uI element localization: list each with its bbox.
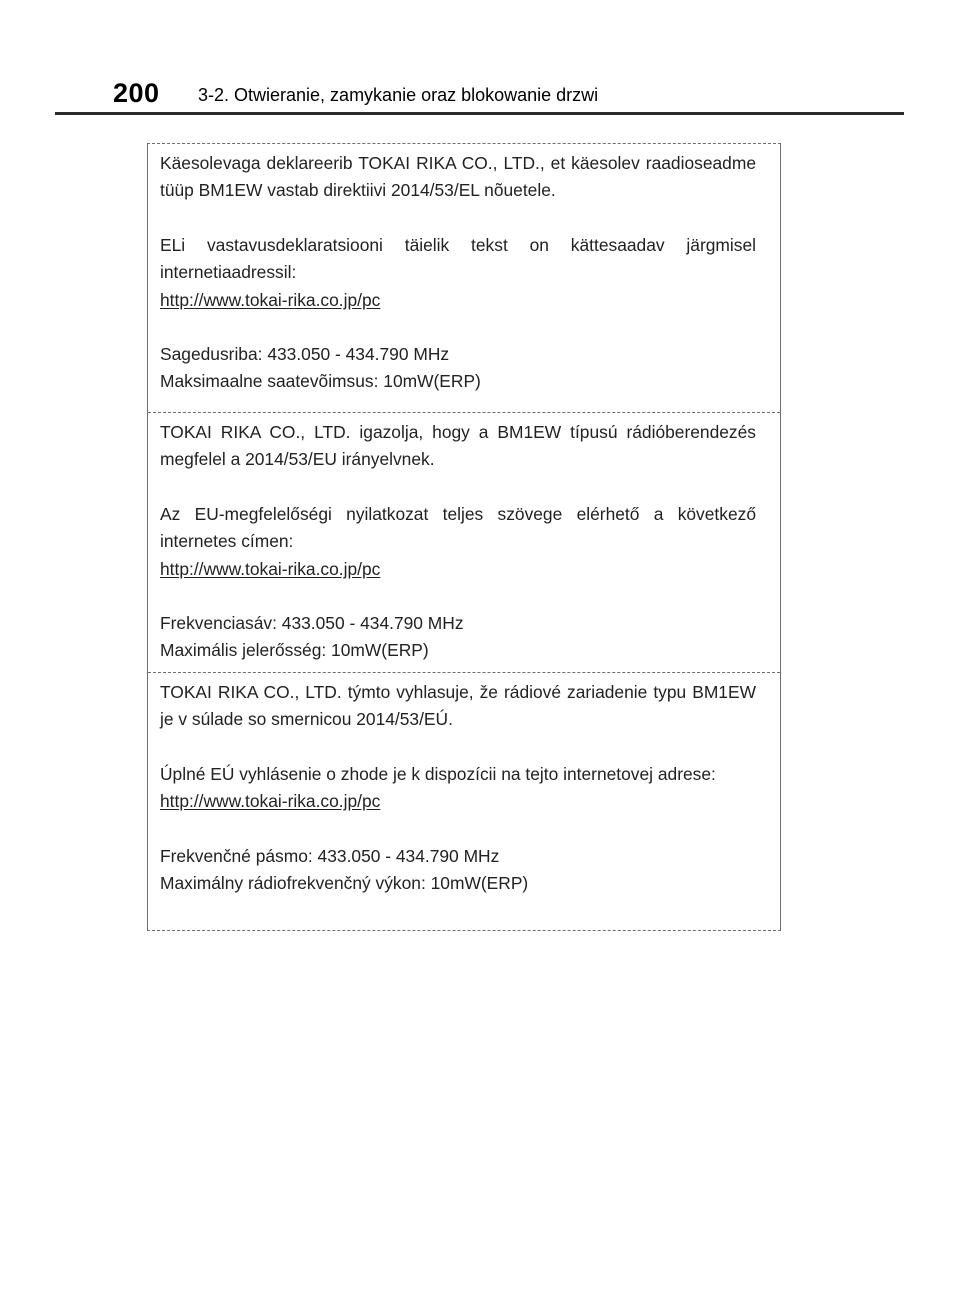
declaration-fulltext-note: ELi vastavusdeklaratsiooni täielik tekst on kättesaadav järgmisel internetiaadressil: [160,234,756,283]
declaration-estonian [148,144,780,412]
declaration-statement: Käesolevaga deklareerib TOKAI RIKA CO., LTD., et käesolev raadioseadme tüüp BM1EW vastab direktiivi 2014/53/EL nõuetele. [160,153,756,201]
declaration-statement: TOKAI RIKA CO., LTD. týmto vyhlasuje, že rádiové zariadenie typu BM1EW je v súlade so smernicou 2014/53/EÚ. [160,682,756,730]
header-divider [55,112,904,115]
declaration-box [147,143,781,931]
declaration-url-link[interactable]: http://www.tokai-rika.co.jp/pc [160,289,381,310]
page-number: 200 [113,78,160,108]
section-title: 3-2. Otwieranie, zamykanie oraz blokowanie drzwi [198,85,599,105]
declaration-frequency: Frekvenciasáv: 433.050 - 434.790 MHz [160,613,464,634]
declaration-frequency: Sagedusriba: 433.050 - 434.790 MHz [160,344,450,365]
declaration-slovak [148,672,780,930]
declaration-url-link[interactable]: http://www.tokai-rika.co.jp/pc [160,558,381,579]
declaration-power: Maksimaalne saatevõimsus: 10mW(ERP) [160,371,481,392]
declaration-fulltext-note: Az EU-megfelelőségi nyilatkozat teljes szövege elérhető a következő internetes címen: [160,503,756,552]
declaration-fulltext-note: Úplné EÚ vyhlásenie o zhode je k dispozícii na tejto internetovej adrese: [160,763,716,784]
declaration-power: Maximális jelerősség: 10mW(ERP) [160,640,429,661]
declaration-url-link[interactable]: http://www.tokai-rika.co.jp/pc [160,791,381,812]
declaration-statement: TOKAI RIKA CO., LTD. igazolja, hogy a BM1EW típusú rádióberendezés megfelel a 2014/53/EU irányelvnek. [160,422,756,470]
declaration-hungarian [148,412,780,672]
declaration-frequency: Frekvenčné pásmo: 433.050 - 434.790 MHz [160,845,500,866]
page-header [0,0,960,116]
declaration-power: Maximálny rádiofrekvenčný výkon: 10mW(ERP) [160,873,529,894]
